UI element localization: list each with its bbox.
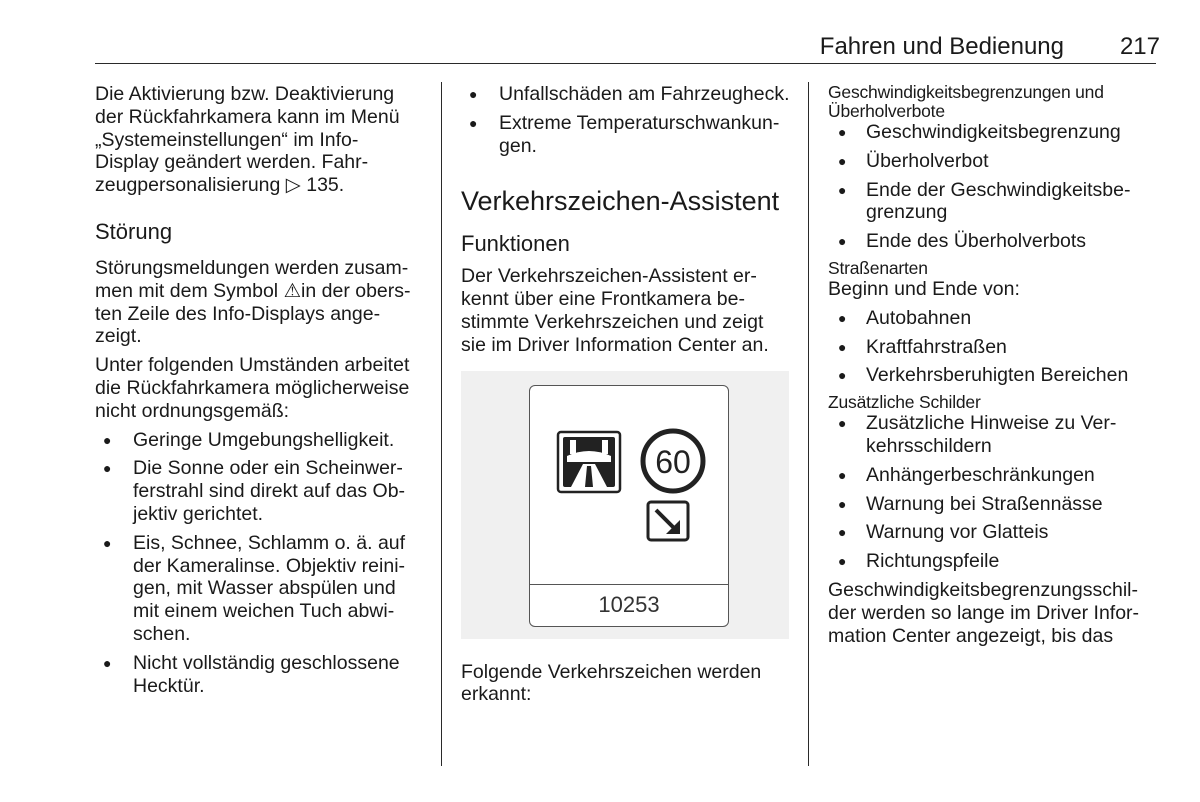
subheading-speed-limits: Geschwindigkeitsbegrenzungen und Überholverbote (828, 82, 1104, 121)
list-item: ● Zusätzliche Hinweise zu Verkehrsschildern (828, 412, 1158, 458)
list-item: ● Kraftfahrstraßen (828, 336, 1158, 359)
conditions-list-continued (461, 83, 791, 157)
direction-arrow-sign-icon (648, 502, 688, 540)
additional-signs-list (828, 412, 1158, 573)
header-rule (95, 63, 1156, 64)
page-number: 217 (1119, 33, 1160, 60)
list-item: ● Unfallschäden am Fahrzeugheck. (461, 83, 791, 106)
dic-display-figure (461, 371, 789, 639)
list-item: ● Warnung bei Straßennässe (828, 493, 1158, 516)
column-3 (828, 83, 1158, 653)
list-item: ● Geringe Umgebungshelligkeit. (95, 429, 420, 452)
odometer-value: 10253 (598, 591, 660, 617)
subheading-road-types: Straßenarten (828, 257, 928, 278)
fault-text-a: Störungsmeldungen werden zusammen mit dem Symbol (95, 256, 409, 302)
list-item: ● Eis, Schnee, Schlamm o. ä. auf der Kameralinse. Objektiv reinigen, mit Wasser abspülen und mit einem weichen Tuch abwischen. (95, 532, 420, 646)
list-item: ● Ende des Überholverbots (828, 230, 1158, 253)
traffic-signs-graphic (530, 386, 728, 584)
dic-screen (529, 385, 729, 627)
conditions-paragraph: Unter folgenden Umständen arbeitet die Rückfahrkamera möglicherweise nicht ordnungsgemäß: (95, 354, 410, 422)
subheading-additional-signs: Zusätzliche Schilder (828, 392, 981, 413)
list-item: ● Nicht vollständig geschlossene Hecktür. (95, 652, 420, 698)
road-types-list (828, 307, 1158, 387)
road-types-text: Beginn und Ende von: (828, 277, 1020, 300)
list-item: ● Richtungspfeile (828, 550, 1158, 573)
speed-limit-list (828, 121, 1158, 253)
intro-text: Die Aktivierung bzw. Deaktivierung der Rückfahrkamera kann im Menü „Systemeinstellungen“ im Info-Display geändert werden. Fahrzeugpersonalisierung (95, 83, 400, 197)
list-item: ● Autobahnen (828, 307, 1158, 330)
display-duration-paragraph: Geschwindigkeitsbegrenzungsschilder werden so lange im Driver Information Center angezeigt, bis das (828, 578, 1140, 647)
list-item: ● Die Sonne oder ein Scheinwerferstrahl sind direkt auf das Objektiv gerichtet. (95, 457, 420, 525)
speed-limit-value: 60 (655, 443, 691, 480)
list-item: ● Ende der Geschwindigkeitsbegrenzung (828, 179, 1158, 225)
intro-page-ref: 135. (306, 174, 345, 197)
running-header-title: Fahren und Bedienung (819, 33, 1064, 60)
subsection-heading-funktionen: Funktionen (461, 231, 570, 257)
motorway-sign-icon (558, 432, 620, 492)
intro-paragraph (95, 83, 420, 197)
list-item: ● Anhängerbeschränkungen (828, 464, 1158, 487)
conditions-list (95, 429, 420, 698)
function-paragraph: Der Verkehrszeichen-Assistent erkennt über eine Frontkamera bestimmte Verkehrszeichen und zeigt sie im Driver Information Center an. (461, 265, 769, 356)
list-item: ● Verkehrsberuhigten Bereichen (828, 364, 1158, 387)
recognized-signs-paragraph: Folgende Verkehrszeichen werden erkannt: (461, 660, 762, 706)
section-heading-stoerung: Störung (95, 218, 173, 244)
list-item: ● Extreme Temperaturschwankungen. (461, 112, 791, 158)
warning-triangle-icon: ⚠ (283, 279, 302, 302)
column-divider-1 (441, 82, 442, 766)
display-divider (530, 584, 728, 586)
column-2 (461, 83, 791, 712)
section-title-traffic-sign-assistant: Verkehrszeichen-Assistent (461, 186, 780, 217)
column-1 (95, 83, 420, 703)
list-item: ● Geschwindigkeitsbegrenzung (828, 121, 1158, 144)
list-item: ● Warnung vor Glatteis (828, 521, 1158, 544)
speed-limit-sign-icon (643, 431, 703, 491)
column-divider-2 (808, 82, 809, 766)
fault-paragraph (95, 257, 420, 348)
page-ref-arrow-icon: ▷ (285, 174, 301, 197)
fault-text-b: in der obersten Zeile des Info-Displays angezeigt. (95, 279, 411, 348)
list-item: ● Überholverbot (828, 150, 1158, 173)
